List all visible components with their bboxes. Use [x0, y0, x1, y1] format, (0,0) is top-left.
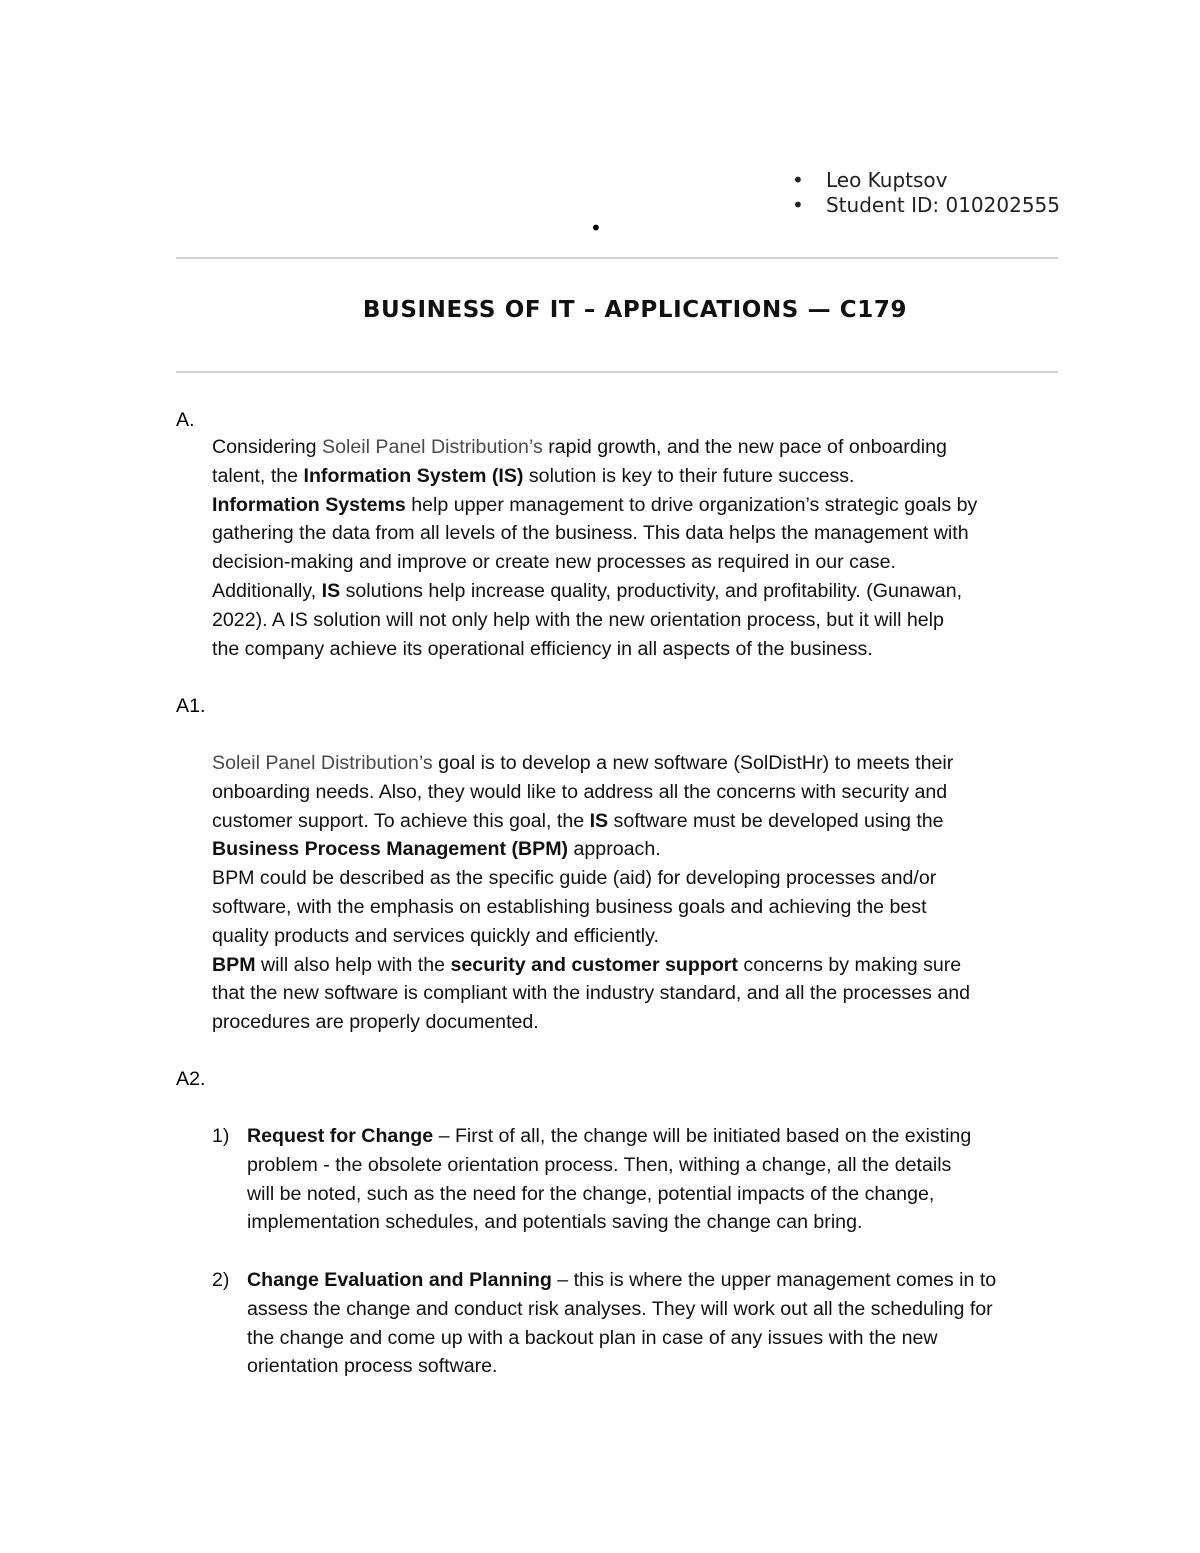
section-a-paragraph — [212, 433, 1092, 663]
document-title: BUSINESS OF IT – APPLICATIONS — C179 — [362, 297, 908, 323]
list-item — [212, 1266, 1092, 1381]
text-line: procedures are properly documented. — [212, 1011, 539, 1034]
text-line: BPM could be described as the specific guide (aid) for developing processes and/or — [212, 867, 937, 890]
text-line: Request for Change – First of all, the change will be initiated based on the existing — [247, 1125, 972, 1147]
text-line: BPM will also help with the security and customer support concerns by making sure — [212, 953, 962, 976]
list-number: 2) — [212, 1269, 230, 1291]
text-line: assess the change and conduct risk analyses. They will work out all the scheduling for — [247, 1297, 993, 1320]
divider-bottom — [176, 371, 1058, 373]
text-line: quality products and services quickly and efficiently. — [212, 924, 659, 947]
text-line: the change and come up with a backout plan in case of any issues with the new — [247, 1326, 938, 1349]
student-id: • Student ID: 010202555 — [792, 193, 1060, 218]
text-line: onboarding needs. Also, they would like to address all the concerns with security and — [212, 780, 948, 803]
author-name: • Leo Kuptsov — [792, 168, 1060, 193]
author-block — [792, 168, 1060, 218]
text-line: Information Systems help upper management to drive organization’s strategic goals by — [212, 493, 978, 516]
section-label-a1: A1. — [176, 695, 206, 717]
text-line: problem - the obsolete orientation process. Then, withing a change, all the details — [247, 1153, 952, 1176]
section-a1-paragraph — [212, 749, 1092, 1037]
text-line: the company achieve its operational efficiency in all aspects of the business. — [212, 637, 873, 660]
text-line: 2022). A IS solution will not only help with the new orientation process, but it will help — [212, 608, 944, 631]
section-label-a: A. — [176, 409, 195, 431]
section-label-a2: A2. — [176, 1068, 206, 1090]
text-line: Soleil Panel Distribution’s goal is to develop a new software (SolDistHr) to meets their — [212, 752, 954, 774]
text-line: orientation process software. — [247, 1355, 498, 1378]
text-line: customer support. To achieve this goal, the IS software must be developed using the — [212, 809, 944, 832]
list-item — [212, 1122, 1092, 1237]
text-line: gathering the data from all levels of the business. This data helps the management with — [212, 522, 969, 545]
text-line: will be noted, such as the need for the change, potential impacts of the change, — [247, 1182, 935, 1205]
list-number: 1) — [212, 1125, 230, 1147]
text-line: Considering Soleil Panel Distribution’s rapid growth, and the new pace of onboarding — [212, 436, 947, 458]
text-line: talent, the Information System (IS) solution is key to their future success. — [212, 464, 855, 487]
text-line: Business Process Management (BPM) approach. — [212, 838, 661, 861]
text-line: that the new software is compliant with the industry standard, and all the processes and — [212, 982, 971, 1005]
text-line: Change Evaluation and Planning – this is where the upper management comes in to — [247, 1269, 997, 1291]
text-line: decision-making and improve or create new processes as required in our case. — [212, 551, 896, 574]
divider-top — [176, 257, 1058, 259]
empty-bullet: • — [590, 216, 602, 240]
text-line: software, with the emphasis on establishing business goals and achieving the best — [212, 895, 927, 918]
text-line: implementation schedules, and potentials saving the change can bring. — [247, 1211, 863, 1234]
text-line: Additionally, IS solutions help increase quality, productivity, and profitability. (Gunawan, — [212, 579, 963, 602]
